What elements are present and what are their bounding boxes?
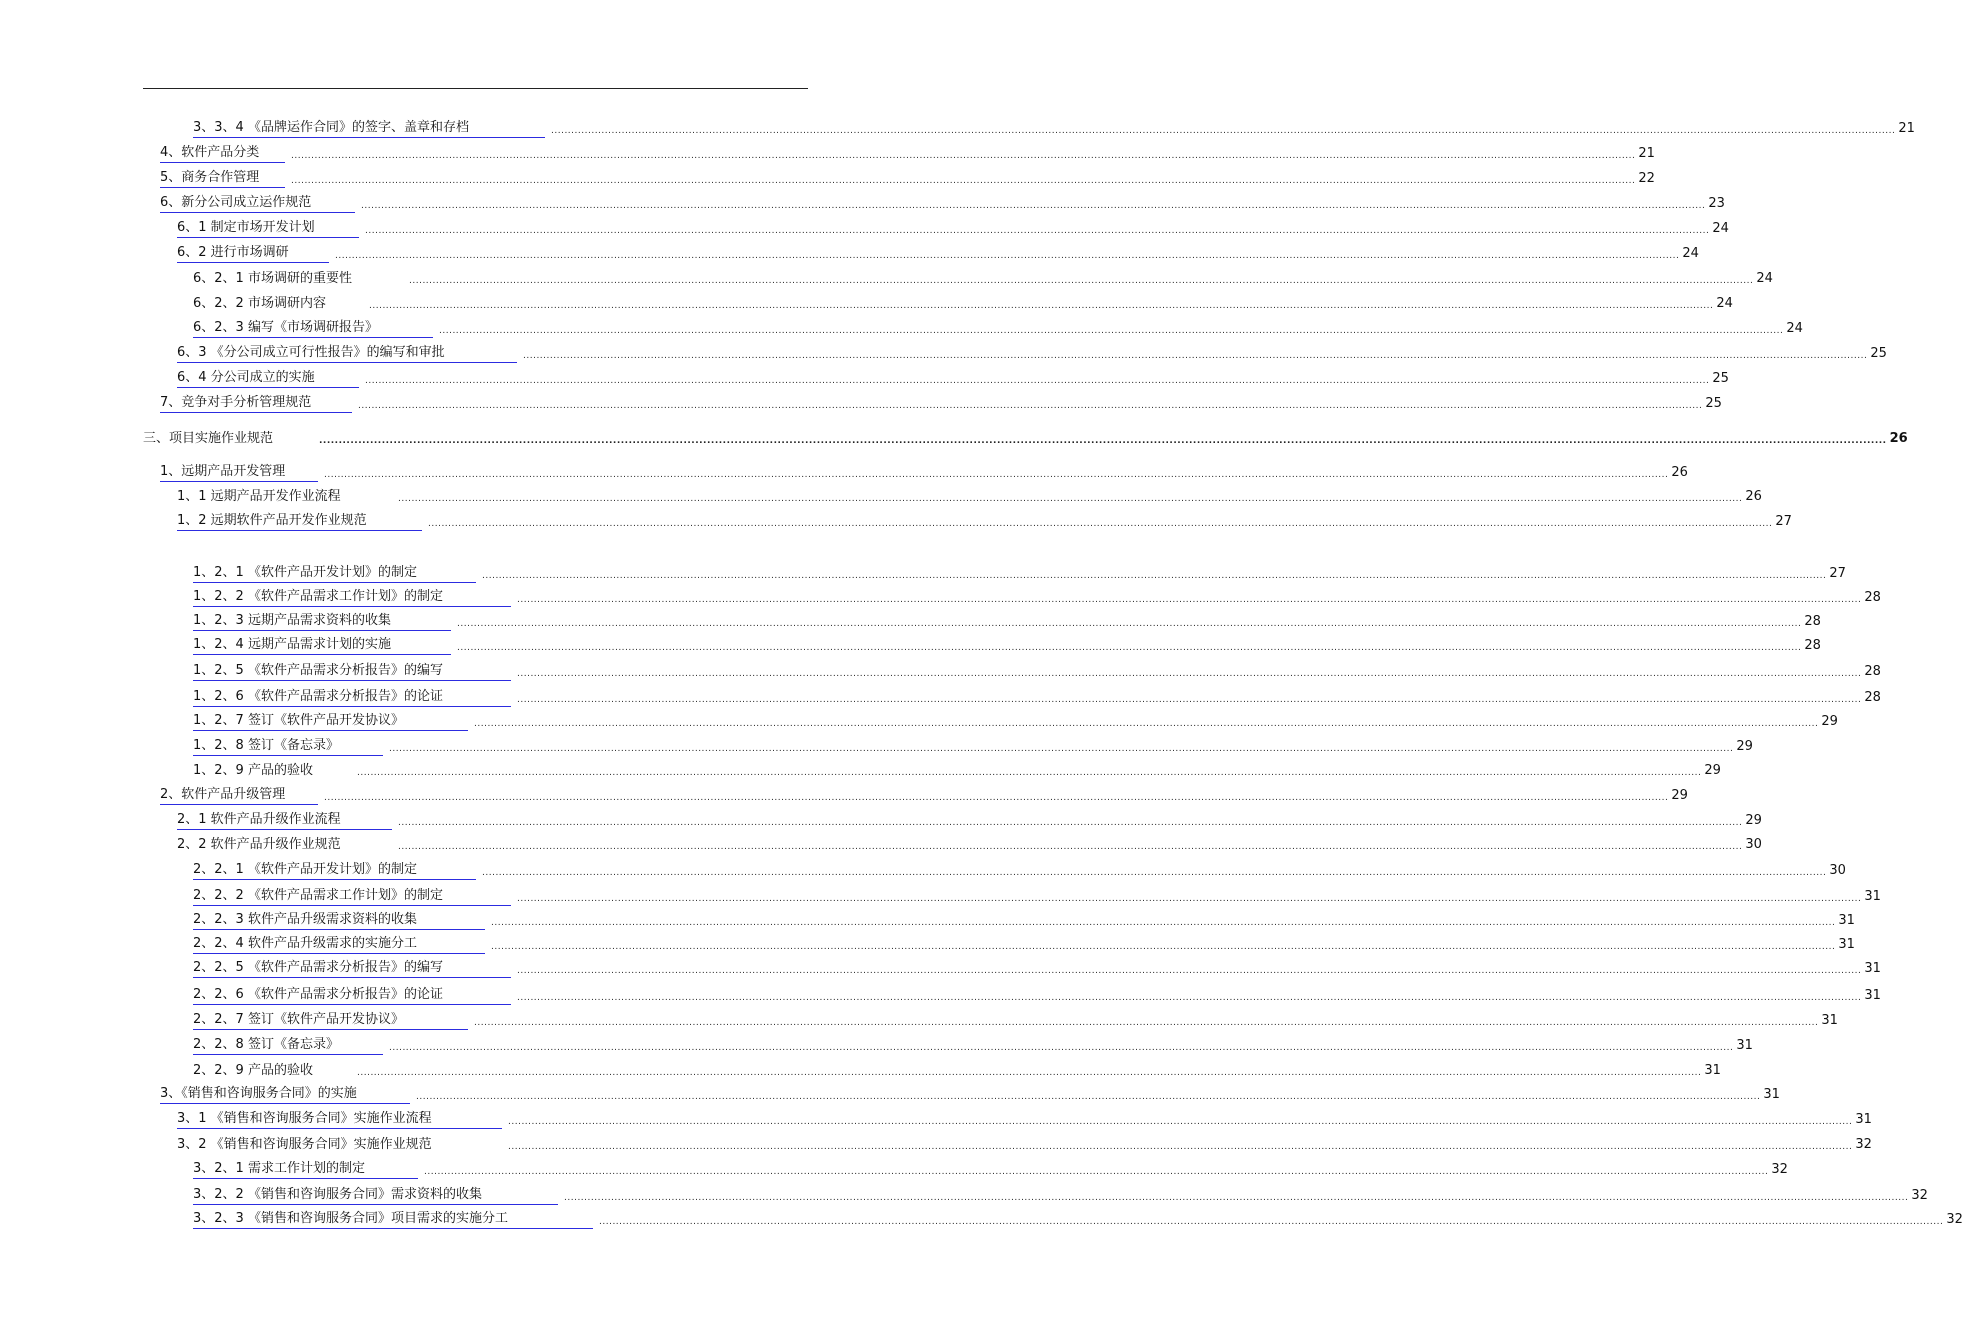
toc-entry[interactable]	[193, 934, 1855, 954]
toc-entry[interactable]	[193, 985, 1881, 1005]
toc-entry-label[interactable]: 6、2、1 市场调研的重要性	[193, 271, 352, 286]
toc-page-number: 26	[1745, 489, 1762, 504]
toc-page-number: 28	[1864, 590, 1881, 605]
toc-entry[interactable]	[177, 368, 1729, 388]
toc-page-number: 28	[1804, 614, 1821, 629]
toc-dot-leader: ................................................................................................................................................................................................................................................................................................................................................................................................................	[335, 251, 1680, 261]
toc-dot-leader: ................................................................................................................................................................................................................................................................................................................................................................................................................	[409, 276, 1754, 286]
toc-dot-leader: ................................................................................................................................................................................................................................................................................................................................................................................................................	[365, 376, 1710, 386]
toc-dot-leader: ................................................................................................................................................................................................................................................................................................................................................................................................................	[389, 1043, 1734, 1053]
toc-entry[interactable]	[160, 785, 1688, 805]
toc-entry-label[interactable]: 2、2、4 软件产品升级需求的实施分工	[193, 936, 485, 954]
toc-entry-label[interactable]: 6、4 分公司成立的实施	[177, 370, 359, 388]
toc-page-number: 31	[1704, 1063, 1721, 1078]
toc-page-number: 30	[1745, 837, 1762, 852]
toc-entry-label[interactable]: 3、2 《销售和咨询服务合同》实施作业规范	[177, 1137, 432, 1152]
toc-dot-leader: ................................................................................................................................................................................................................................................................................................................................................................................................................	[416, 1092, 1761, 1102]
toc-entry-label[interactable]: 2、2、8 签订《备忘录》	[193, 1037, 383, 1055]
toc-entry[interactable]	[193, 118, 1915, 138]
toc-page-number: 24	[1716, 296, 1733, 311]
toc-page-number: 27	[1829, 566, 1846, 581]
toc-page-number: 24	[1682, 246, 1699, 261]
toc-entry[interactable]	[177, 1134, 1872, 1154]
toc-entry[interactable]	[193, 587, 1881, 607]
toc-entry[interactable]	[177, 486, 1762, 506]
toc-entry-label[interactable]: 1、1 远期产品开发作业流程	[177, 489, 341, 504]
toc-page-number: 29	[1671, 788, 1688, 803]
toc-dot-leader: ................................................................................................................................................................................................................................................................................................................................................................................................................	[551, 126, 1896, 136]
toc-page-number: 25	[1712, 371, 1729, 386]
toc-entry-label[interactable]: 6、3 《分公司成立可行性报告》的编写和审批	[177, 345, 517, 363]
toc-entry[interactable]	[193, 635, 1821, 655]
toc-dot-leader: ................................................................................................................................................................................................................................................................................................................................................................................................................	[523, 351, 1868, 361]
toc-entry[interactable]	[193, 1159, 1788, 1179]
toc-entry[interactable]	[160, 143, 1655, 163]
toc-entry[interactable]	[193, 736, 1753, 756]
toc-entry[interactable]	[177, 343, 1887, 363]
toc-entry[interactable]	[177, 1109, 1872, 1129]
toc-entry[interactable]	[193, 661, 1881, 681]
toc-dot-leader: ................................................................................................................................................................................................................................................................................................................................................................................................................	[482, 868, 1827, 878]
toc-page-number: 31	[1864, 889, 1881, 904]
toc-entry[interactable]	[193, 293, 1733, 313]
toc-page-number: 25	[1870, 346, 1887, 361]
toc-entry-label[interactable]: 1、2、2 《软件产品需求工作计划》的制定	[193, 589, 511, 607]
toc-entry-label[interactable]: 6、1 制定市场开发计划	[177, 220, 359, 238]
toc-entry[interactable]	[177, 511, 1792, 531]
toc-dot-leader: ................................................................................................................................................................................................................................................................................................................................................................................................................	[324, 793, 1669, 803]
toc-entry-label[interactable]: 2、2、7 签订《软件产品开发协议》	[193, 1012, 468, 1030]
toc-entry[interactable]	[193, 760, 1721, 780]
toc-dot-leader: ................................................................................................................................................................................................................................................................................................................................................................................................................	[517, 894, 1862, 904]
toc-page-number: 22	[1638, 171, 1655, 186]
toc-dot-leader: ................................................................................................................................................................................................................................................................................................................................................................................................................	[428, 519, 1773, 529]
toc-entry[interactable]	[193, 268, 1773, 288]
toc-entry[interactable]	[193, 1209, 1963, 1229]
toc-entry-label[interactable]: 2、2、5 《软件产品需求分析报告》的编写	[193, 960, 511, 978]
toc-dot-leader: ................................................................................................................................................................................................................................................................................................................................................................................................................	[517, 669, 1862, 679]
toc-page-number: 28	[1804, 638, 1821, 653]
toc-page-number: 24	[1756, 271, 1773, 286]
toc-page-number: 32	[1771, 1162, 1788, 1177]
toc-entry-label[interactable]: 3、《销售和咨询服务合同》的实施	[160, 1086, 410, 1104]
toc-entry[interactable]	[193, 886, 1881, 906]
toc-dot-leader: ................................................................................................................................................................................................................................................................................................................................................................................................................	[291, 176, 1636, 186]
toc-entry-label[interactable]: 1、2、9 产品的验收	[193, 763, 313, 778]
toc-entry-label[interactable]: 3、2、1 需求工作计划的制定	[193, 1161, 418, 1179]
toc-entry-label[interactable]: 5、商务合作管理	[160, 170, 285, 188]
toc-dot-leader: ................................................................................................................................................................................................................................................................................................................................................................................................................	[517, 695, 1862, 705]
toc-dot-leader: ................................................................................................................................................................................................................................................................................................................................................................................................................	[357, 1068, 1702, 1078]
toc-entry-label[interactable]: 1、2、6 《软件产品需求分析报告》的论证	[193, 689, 511, 707]
toc-entry-label[interactable]: 1、2、1 《软件产品开发计划》的制定	[193, 565, 476, 583]
toc-entry-label[interactable]: 6、2、3 编写《市场调研报告》	[193, 320, 433, 338]
toc-entry[interactable]	[193, 958, 1881, 978]
toc-entry-label[interactable]: 2、2、6 《软件产品需求分析报告》的论证	[193, 987, 511, 1005]
toc-entry-label[interactable]: 三、项目实施作业规范	[143, 431, 274, 446]
toc-dot-leader: ................................................................................................................................................................................................................................................................................................................................................................................................................	[482, 571, 1827, 581]
toc-entry-label[interactable]: 1、2、8 签订《备忘录》	[193, 738, 383, 756]
toc-dot-leader: ................................................................................................................................................................................................................................................................................................................................................................................................................	[508, 1142, 1853, 1152]
toc-page-number: 31	[1736, 1038, 1753, 1053]
toc-page-number: 26	[1671, 465, 1688, 480]
toc-page-number: 25	[1705, 396, 1722, 411]
toc-entry-label[interactable]: 3、2、2 《销售和咨询服务合同》需求资料的收集	[193, 1187, 558, 1205]
toc-dot-leader: ................................................................................................................................................................................................................................................................................................................................................................................................................	[357, 768, 1702, 778]
toc-dot-leader: ................................................................................................................................................................................................................................................................................................................................................................................................................	[564, 1193, 1909, 1203]
toc-dot-leader: ................................................................................................................................................................................................................................................................................................................................................................................................................	[439, 326, 1784, 336]
toc-dot-leader: ................................................................................................................................................................................................................................................................................................................................................................................................................	[508, 1117, 1853, 1127]
toc-dot-leader: ................................................................................................................................................................................................................................................................................................................................................................................................................	[517, 993, 1862, 1003]
toc-entry-label[interactable]: 1、2、7 签订《软件产品开发协议》	[193, 713, 468, 731]
toc-page-number: 31	[1855, 1112, 1872, 1127]
toc-dot-leader: ................................................................................................................................................................................................................................................................................................................................................................................................................	[291, 151, 1636, 161]
toc-page-number: 29	[1736, 739, 1753, 754]
toc-entry[interactable]	[177, 243, 1699, 263]
toc-entry-label[interactable]: 1、远期产品开发管理	[160, 464, 318, 482]
toc-dot-leader: ................................................................................................................................................................................................................................................................................................................................................................................................................	[398, 818, 1743, 828]
toc-dot-leader: ................................................................................................................................................................................................................................................................................................................................................................................................................	[398, 842, 1743, 852]
toc-entry-label[interactable]: 6、2、2 市场调研内容	[193, 296, 326, 311]
toc-entry-label[interactable]: 1、2、4 远期产品需求计划的实施	[193, 637, 451, 655]
toc-page-number: 21	[1638, 146, 1655, 161]
toc-entry-label[interactable]: 2、2、2 《软件产品需求工作计划》的制定	[193, 888, 511, 906]
toc-page-number: 29	[1821, 714, 1838, 729]
toc-entry[interactable]	[160, 393, 1722, 413]
toc-page-number: 29	[1704, 763, 1721, 778]
toc-page-number: 23	[1708, 196, 1725, 211]
toc-page-number: 26	[1889, 431, 1908, 446]
toc-dot-leader: ................................................................................................................................................................................................................................................................................................................................................................................................................	[517, 595, 1862, 605]
toc-entry-label[interactable]: 2、2、1 《软件产品开发计划》的制定	[193, 862, 476, 880]
toc-entry[interactable]	[193, 687, 1881, 707]
toc-entry[interactable]	[193, 711, 1838, 731]
toc-dot-leader: ................................................................................................................................................................................................................................................................................................................................................................................................................	[424, 1167, 1769, 1177]
toc-entry-label[interactable]: 2、1 软件产品升级作业流程	[177, 812, 392, 830]
toc-page-number: 28	[1864, 664, 1881, 679]
toc-entry-label[interactable]: 3、2、3 《销售和咨询服务合同》项目需求的实施分工	[193, 1211, 593, 1229]
toc-entry-label[interactable]: 2、2、3 软件产品升级需求资料的收集	[193, 912, 485, 930]
toc-dot-leader: ................................................................................................................................................................................................................................................................................................................................................................................................................	[517, 966, 1862, 976]
toc-dot-leader: ................................................................................................................................................................................................................................................................................................................................................................................................................	[389, 744, 1734, 754]
toc-entry[interactable]	[177, 218, 1729, 238]
toc-dot-leader: ................................................................................................................................................................................................................................................................................................................................................................................................................	[599, 1217, 1944, 1227]
toc-entry-label[interactable]: 2、2、9 产品的验收	[193, 1063, 313, 1078]
toc-entry[interactable]	[160, 462, 1688, 482]
toc-entry[interactable]	[160, 1084, 1780, 1104]
toc-entry-label[interactable]: 2、软件产品升级管理	[160, 787, 318, 805]
toc-entry[interactable]	[193, 1035, 1753, 1055]
toc-page-number: 32	[1946, 1212, 1963, 1227]
toc-page-number: 30	[1829, 863, 1846, 878]
toc-dot-leader: ................................................................................................................................................................................................................................................................................................................................................................................................................	[457, 619, 1802, 629]
toc-entry-label[interactable]: 6、新分公司成立运作规范	[160, 195, 355, 213]
toc-page-number: 31	[1821, 1013, 1838, 1028]
toc-dot-leader: ................................................................................................................................................................................................................................................................................................................................................................................................................	[398, 494, 1743, 504]
toc-dot-leader: ................................................................................................................................................................................................................................................................................................................................................................................................................	[361, 201, 1706, 211]
toc-entry[interactable]	[177, 834, 1762, 854]
toc-page-number: 28	[1864, 690, 1881, 705]
toc-entry[interactable]	[160, 193, 1725, 213]
toc-dot-leader: ................................................................................................................................................................................................................................................................................................................................................................................................................	[324, 470, 1669, 480]
toc-page-number: 31	[1838, 937, 1855, 952]
toc-entry-label[interactable]: 6、2 进行市场调研	[177, 245, 329, 263]
toc-page-number: 32	[1911, 1188, 1928, 1203]
toc-entry[interactable]	[193, 1010, 1838, 1030]
toc-entry[interactable]	[193, 1060, 1721, 1080]
toc-entry[interactable]	[160, 168, 1655, 188]
toc-page-number: 27	[1775, 514, 1792, 529]
toc-page-number: 31	[1763, 1087, 1780, 1102]
toc-page-number: 24	[1786, 321, 1803, 336]
toc-entry-label[interactable]: 3、3、4 《品牌运作合同》的签字、盖章和存档	[193, 120, 545, 138]
toc-page-number: 24	[1712, 221, 1729, 236]
toc-entry[interactable]	[143, 428, 1908, 448]
toc-dot-leader: ................................................................................................................................................................................................................................................................................................................................................................................................................	[358, 401, 1703, 411]
toc-dot-leader: ................................................................................................................................................................................................................................................................................................................................................................................................................	[365, 226, 1710, 236]
toc-entry[interactable]	[193, 318, 1803, 338]
toc-entry-label[interactable]: 1、2 远期软件产品开发作业规范	[177, 513, 422, 531]
toc-dot-leader: ................................................................................................................................................................................................................................................................................................................................................................................................................	[369, 301, 1714, 311]
toc-dot-leader: ................................................................................................................................................................................................................................................................................................................................................................................................................	[319, 436, 1887, 446]
toc-entry-label[interactable]: 1、2、5 《软件产品需求分析报告》的编写	[193, 663, 511, 681]
toc-entry-label[interactable]: 7、竞争对手分析管理规范	[160, 395, 352, 413]
toc-entry[interactable]	[193, 910, 1855, 930]
toc-entry[interactable]	[193, 1185, 1928, 1205]
toc-entry[interactable]	[193, 611, 1821, 631]
toc-entry[interactable]	[193, 563, 1846, 583]
toc-dot-leader: ................................................................................................................................................................................................................................................................................................................................................................................................................	[474, 1018, 1819, 1028]
toc-page-number: 31	[1864, 961, 1881, 976]
toc-page-number: 29	[1745, 813, 1762, 828]
toc-page-number: 31	[1864, 988, 1881, 1003]
toc-entry-label[interactable]: 4、软件产品分类	[160, 145, 285, 163]
toc-entry[interactable]	[193, 860, 1846, 880]
toc-dot-leader: ................................................................................................................................................................................................................................................................................................................................................................................................................	[457, 643, 1802, 653]
toc-entry-label[interactable]: 2、2 软件产品升级作业规范	[177, 837, 341, 852]
toc-dot-leader: ................................................................................................................................................................................................................................................................................................................................................................................................................	[474, 719, 1819, 729]
toc-entry-label[interactable]: 3、1 《销售和咨询服务合同》实施作业流程	[177, 1111, 502, 1129]
toc-entry[interactable]	[177, 810, 1762, 830]
toc-page-number: 31	[1838, 913, 1855, 928]
toc-dot-leader: ................................................................................................................................................................................................................................................................................................................................................................................................................	[491, 942, 1836, 952]
toc-page-number: 32	[1855, 1137, 1872, 1152]
toc-entry-label[interactable]: 1、2、3 远期产品需求资料的收集	[193, 613, 451, 631]
toc-page-number: 21	[1898, 121, 1915, 136]
toc-dot-leader: ................................................................................................................................................................................................................................................................................................................................................................................................................	[491, 918, 1836, 928]
